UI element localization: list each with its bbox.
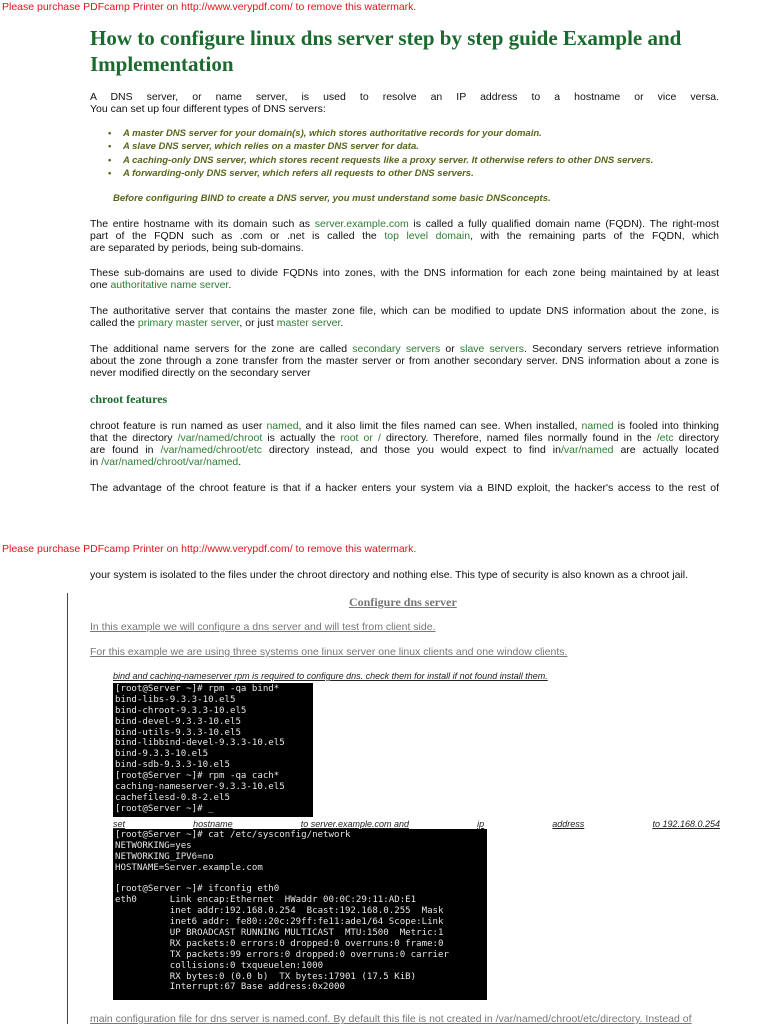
caption-word: set — [113, 819, 126, 829]
text: is fooled into thinking — [613, 420, 720, 432]
top-level-domain-link[interactable]: top level domain — [384, 230, 471, 242]
example-line-1: In this example we will configure a dns server and will test from client side. — [90, 621, 436, 633]
text: The entire hostname with its domain such as — [90, 218, 315, 230]
terminal-line: HOSTNAME=Server.example.com — [115, 862, 263, 873]
chroot-var-named-link[interactable]: /var/named/chroot/var/named — [101, 456, 239, 468]
fqdn-line-3: are separated by periods, being sub-domains. — [90, 242, 304, 254]
text: are actually located — [613, 444, 719, 456]
configure-dns-title: Configure dns server — [349, 595, 457, 609]
fqdn-line-1 — [90, 218, 719, 230]
authoritative-paragraph — [90, 305, 719, 329]
slave-servers-link[interactable]: slave servers — [459, 343, 524, 355]
terminal-line: NETWORKING=yes — [115, 840, 192, 851]
additional-line-2: about the zone through a zone transfer from the master server or from another secondary server. DNS information about a zone is — [90, 355, 719, 367]
etc-link[interactable]: /etc — [656, 432, 674, 444]
named-link[interactable]: named — [266, 420, 299, 432]
advantage-line-1: The advantage of the chroot feature is that if a hacker enters your system via a BIND exploit, the hacker's access to the rest of — [90, 482, 719, 494]
chroot-line-4 — [90, 456, 719, 468]
bind-note: Before configuring BIND to create a DNS server, you must understand some basic DNSconcepts. — [113, 193, 551, 204]
text: directory. Therefore, named files normally found in the — [380, 432, 657, 444]
authoritative-line-1: The authoritative server that contains the master zone file, which can be modified to update DNS information about the zone, is — [90, 305, 719, 317]
list-item: • A slave DNS server, which relies on a master DNS server for data. — [108, 140, 653, 153]
terminal-line: bind-sdb-9.3.3-10.el5 — [115, 760, 230, 771]
authoritative-name-server-link[interactable]: authoritative name server — [110, 279, 229, 291]
terminal-line: bind-devel-9.3.3-10.el5 — [115, 716, 241, 727]
master-server-link[interactable]: master server — [276, 317, 341, 329]
additional-line-3: never modified directly on the secondary server — [90, 367, 311, 379]
terminal-line: [root@Server ~]# rpm -qa cach* — [115, 771, 280, 782]
text: one — [90, 279, 111, 291]
caption-word: ip — [477, 819, 485, 829]
terminal-line: RX bytes:0 (0.0 b) TX bytes:17901 (17.5 KiB) — [115, 971, 417, 982]
root-dir-link[interactable]: root or / — [340, 432, 381, 444]
additional-servers-paragraph — [90, 343, 719, 379]
text: , and it also limit the files named can see. When installed, — [298, 420, 582, 432]
text: in — [90, 456, 102, 468]
terminal-line: eth0 Link encap:Ethernet HWaddr 00:0C:29:11:AD:E1 — [115, 895, 417, 906]
chroot-paragraph — [90, 420, 719, 468]
example-line-2: For this example we are using three systems one linux server one linux clients and one window clients. — [90, 646, 568, 658]
text: directory — [673, 432, 720, 444]
secondary-servers-link[interactable]: secondary servers — [352, 343, 441, 355]
text: chroot feature is run named as user — [90, 420, 267, 432]
fqdn-paragraph — [90, 218, 719, 254]
named-conf-line: main configuration file for dns server is named.conf. By default this file is not created in /var/named/chroot/etc/directory. Instead of — [90, 1013, 692, 1025]
text: are found in — [90, 444, 161, 456]
primary-master-server-link[interactable]: primary master server — [137, 317, 240, 329]
chroot-heading: chroot features — [90, 392, 168, 406]
caption-word: to server.example.com and — [300, 819, 410, 829]
text: . — [340, 317, 344, 329]
caption-word: hostname — [193, 819, 233, 829]
chroot-line-2 — [90, 432, 719, 444]
page-title: How to configure linux dns server step by step guide Example and Implementation — [90, 26, 682, 76]
text: that the directory — [90, 432, 178, 444]
rpm-terminal-screenshot — [113, 683, 313, 817]
rpm-caption: bind and caching-nameserver rpm is required to configure dns. check them for install if not found install them. — [113, 671, 548, 681]
watermark-text: Please purchase PDFcamp Printer on http://www.verypdf.com/ to remove this watermark. — [2, 1, 417, 13]
advantage-paragraph-start — [90, 482, 719, 494]
page-margin-rule — [67, 593, 68, 1024]
network-terminal-screenshot — [113, 829, 487, 1000]
terminal-line: bind-9.3.3-10.el5 — [115, 749, 209, 760]
named-link[interactable]: named — [581, 420, 614, 432]
subdomains-line-2 — [90, 279, 719, 291]
dns-server-types-list — [108, 127, 653, 180]
list-item: • A forwarding-only DNS server, which refers all requests to other DNS servers. — [108, 167, 653, 180]
text: is actually the — [262, 432, 341, 444]
terminal-line: collisions:0 txqueuelen:1000 — [115, 960, 324, 971]
chroot-line-1 — [90, 420, 719, 432]
terminal-line: Interrupt:67 Base address:0x2000 — [115, 982, 345, 993]
intro-line-2: You can set up four different types of DNS servers: — [90, 103, 326, 115]
hostname-caption — [113, 819, 720, 829]
authoritative-line-2 — [90, 317, 719, 329]
list-item: • A caching-only DNS server, which stores recent requests like a proxy server. It otherwise refers to other DNS servers. — [108, 154, 653, 167]
additional-line-1 — [90, 343, 719, 355]
fqdn-line-2 — [90, 230, 719, 242]
terminal-line: inet6 addr: fe80::20c:29ff:fe11:ade1/64 Scope:Link — [115, 917, 444, 928]
subdomains-paragraph — [90, 267, 719, 291]
terminal-line: [root@Server ~]# cat /etc/sysconfig/network — [115, 830, 351, 840]
terminal-line: bind-libs-9.3.3-10.el5 — [115, 694, 236, 705]
text: . — [238, 456, 242, 468]
intro-line-1: A DNS server, or name server, is used to resolve an IP address to a hostname or vice versa. — [90, 91, 719, 103]
terminal-line: bind-utils-9.3.3-10.el5 — [115, 727, 241, 738]
text: part of the FQDN such as .com or .net is called the — [90, 230, 385, 242]
text: , or just — [239, 317, 277, 329]
text: is called a fully qualified domain name (FQDN). The right-most — [408, 218, 719, 230]
caption-word: address — [552, 819, 585, 829]
terminal-line: UP BROADCAST RUNNING MULTICAST MTU:1500 Metric:1 — [115, 928, 444, 939]
chroot-line-3 — [90, 444, 719, 456]
list-item: • A master DNS server for your domain(s), which stores authoritative records for your domain. — [108, 127, 653, 140]
text: directory instead, and those you would expect to find in — [262, 444, 561, 456]
terminal-line: inet addr:192.168.0.254 Bcast:192.168.0.255 Mask — [115, 906, 444, 917]
terminal-line: NETWORKING_IPV6=no — [115, 851, 214, 862]
terminal-line: TX packets:99 errors:0 dropped:0 overruns:0 carrier — [115, 949, 449, 960]
advantage-line-2: your system is isolated to the files under the chroot directory and nothing else. This type of security is also known as a chroot jail. — [90, 569, 689, 581]
terminal-line: [root@Server ~]# _ — [115, 803, 214, 814]
advantage-paragraph-end — [90, 569, 719, 581]
terminal-line: bind-chroot-9.3.3-10.el5 — [115, 705, 247, 716]
hostname-link[interactable]: server.example.com — [314, 218, 409, 230]
text: The additional name servers for the zone are called — [90, 343, 353, 355]
var-named-link[interactable]: /var/named — [560, 444, 614, 456]
intro-paragraph — [90, 91, 719, 115]
terminal-line: bind-libbind-devel-9.3.3-10.el5 — [115, 738, 285, 749]
caption-word: to 192.168.0.254 — [652, 819, 720, 829]
terminal-line: [root@Server ~]# ifconfig eth0 — [115, 884, 280, 895]
terminal-line: RX packets:0 errors:0 dropped:0 overruns:0 frame:0 — [115, 938, 444, 949]
terminal-line: [root@Server ~]# rpm -qa bind* — [115, 684, 280, 694]
terminal-line: caching-nameserver-9.3.3-10.el5 — [115, 782, 285, 793]
chroot-path-link[interactable]: /var/named/chroot — [177, 432, 263, 444]
text: or — [440, 343, 460, 355]
watermark-text: Please purchase PDFcamp Printer on http://www.verypdf.com/ to remove this watermark. — [2, 543, 417, 555]
terminal-line — [115, 874, 487, 885]
terminal-line: cachefilesd-0.8-2.el5 — [115, 792, 230, 803]
chroot-etc-link[interactable]: /var/named/chroot/etc — [160, 444, 263, 456]
text: , with the remaining parts of the FQDN, which — [470, 230, 720, 242]
text: . — [228, 279, 232, 291]
text: . Secondary servers retrieve information — [523, 343, 720, 355]
text: called the — [90, 317, 138, 329]
subdomains-line-1: These sub-domains are used to divide FQDNs into zones, with the DNS information for each zone being maintained by at least — [90, 267, 719, 279]
